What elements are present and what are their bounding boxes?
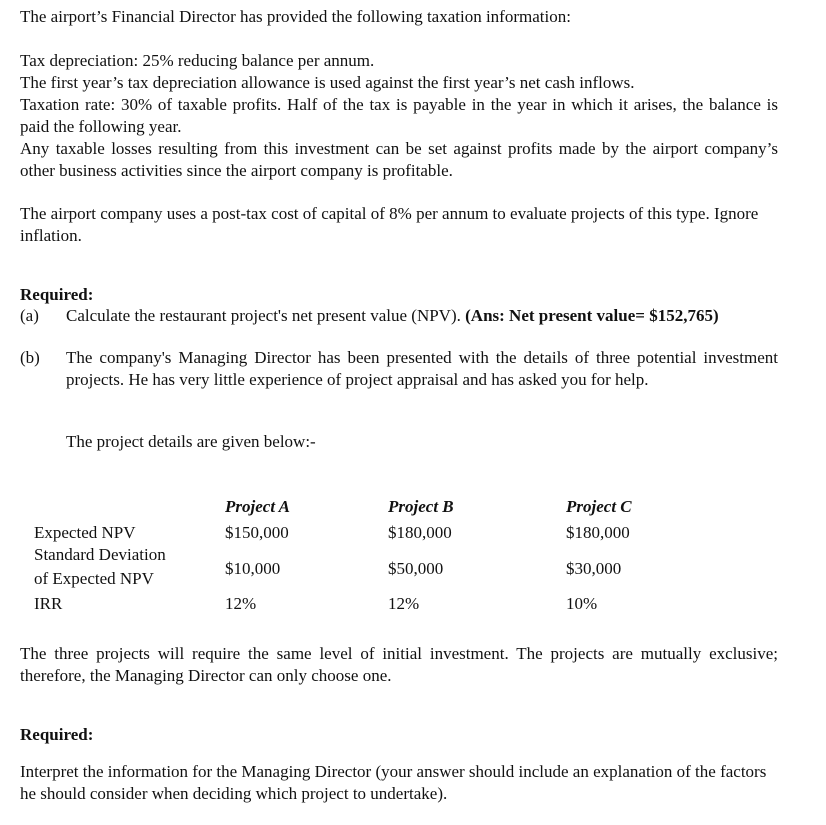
part-a-answer: (Ans: Net present value= $152,765) — [465, 306, 719, 325]
closing-text: The three projects will require the same level of initial investment. The projects are mutually exclusive; therefore, the Managing Director can only choose one. — [20, 644, 778, 685]
cell-irr-b: 12% — [388, 594, 420, 613]
part-a-label: (a) — [20, 306, 39, 325]
row-label-irr: IRR — [34, 594, 63, 613]
cell-npv-a: $150,000 — [225, 523, 289, 542]
cell-irr-c: 10% — [566, 594, 598, 613]
first-year-text: The first year’s tax depreciation allowance is used against the first year’s net cash inflows. — [20, 73, 635, 92]
cell-sd-a: $10,000 — [225, 559, 281, 578]
column-header-project-c: Project C — [566, 497, 632, 516]
required-heading-1: Required: — [20, 285, 94, 304]
row-label-expected-npv: Expected NPV — [34, 523, 136, 542]
cell-irr-a: 12% — [225, 594, 257, 613]
part-b-details: The project details are given below:- — [66, 432, 316, 451]
intro-text: The airport’s Financial Director has provided the following taxation information: — [20, 7, 571, 26]
row-label-std-dev-line1: Standard Deviation — [34, 545, 166, 564]
required-2-text: Interpret the information for the Managing Director (your answer should include an explanation of the factors he should consider when deciding which project to undertake). — [20, 762, 767, 803]
tax-rate-text: Taxation rate: 30% of taxable profits. Half of the tax is payable in the year in which it arises, the balance is paid the following year. — [20, 95, 778, 136]
cell-sd-c: $30,000 — [566, 559, 622, 578]
column-header-project-a: Project A — [225, 497, 290, 516]
cell-npv-c: $180,000 — [566, 523, 630, 542]
cell-npv-b: $180,000 — [388, 523, 452, 542]
cell-sd-b: $50,000 — [388, 559, 444, 578]
part-b-text: The company's Managing Director has been presented with the details of three potential investment projects. He has very little experience of project appraisal and has asked you for help. — [66, 348, 778, 389]
part-a-question — [66, 305, 778, 327]
part-b-label: (b) — [20, 348, 40, 367]
row-label-std-dev-line2: of Expected NPV — [34, 569, 154, 588]
losses-text: Any taxable losses resulting from this investment can be set against profits made by the airport company’s other business activities since the airport company is profitable. — [20, 139, 778, 180]
tax-depreciation-text: Tax depreciation: 25% reducing balance per annum. — [20, 51, 375, 70]
part-a-text: Calculate the restaurant project's net present value (NPV). — [66, 306, 466, 325]
column-header-project-b: Project B — [388, 497, 454, 516]
required-heading-2: Required: — [20, 725, 94, 744]
cost-of-capital-text: The airport company uses a post-tax cost of capital of 8% per annum to evaluate projects of this type. Ignore inflation. — [20, 204, 759, 245]
